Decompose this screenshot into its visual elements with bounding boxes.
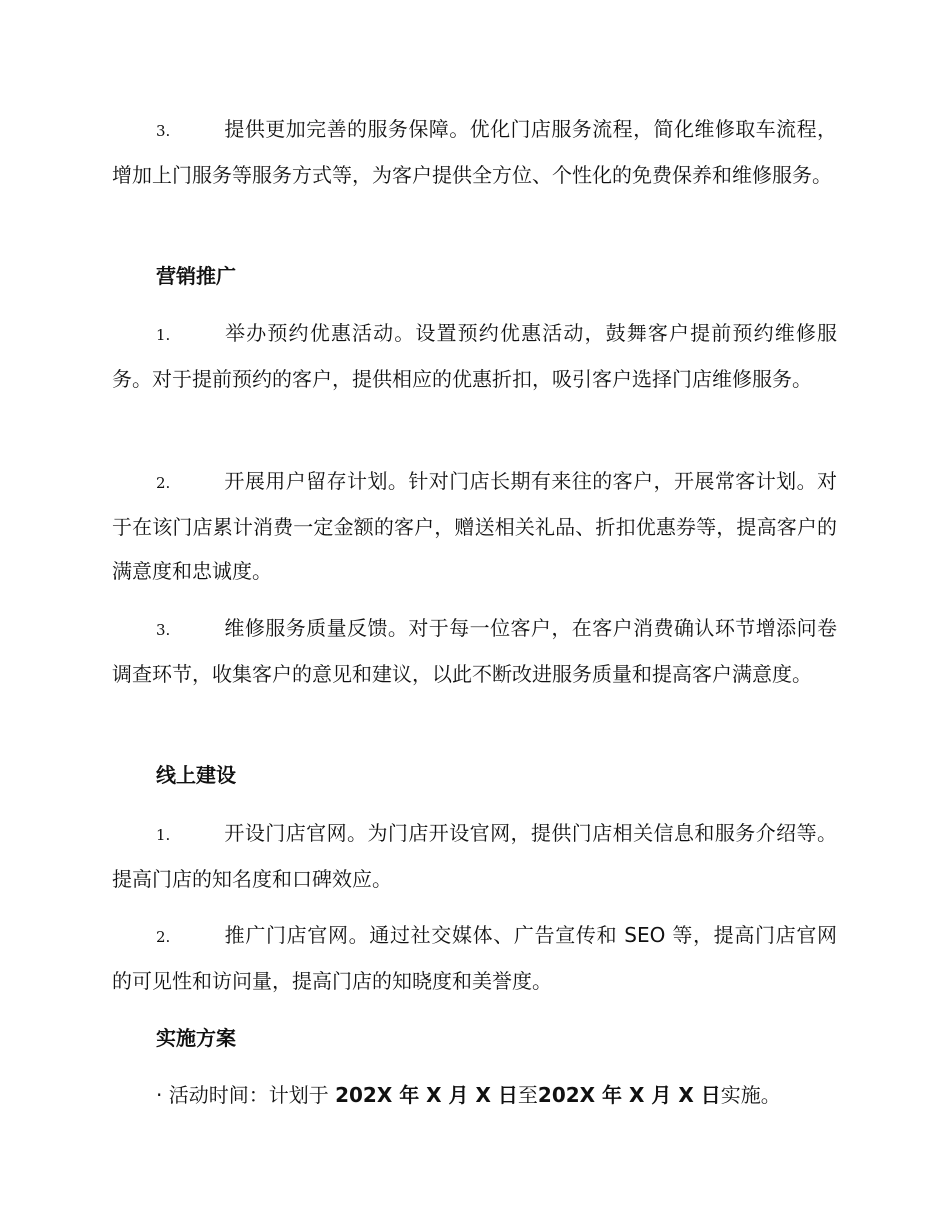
paragraph-reservation-discount: [112, 311, 837, 401]
section-heading-marketing: 营销推广: [156, 264, 236, 288]
bullet-middle: 至: [517, 1083, 538, 1107]
paragraph-text: 推广门店官网。通过社交媒体、广告宣传和 SEO 等，提高门店官网的可见性和访问量，提高门店的知晓度和美誉度。: [112, 923, 837, 993]
list-number: 2.: [156, 928, 171, 946]
bullet-suffix: 实施。: [720, 1083, 781, 1107]
paragraph-text: 开设门店官网。为门店开设官网，提供门店相关信息和服务介绍等。提高门店的知名度和口碑效应。: [112, 821, 837, 891]
paragraph-retention-plan: [112, 459, 837, 593]
paragraph-service-guarantee: [112, 107, 837, 197]
date-end: 202X 年 X 月 X 日: [537, 1083, 721, 1107]
paragraph-promote-website: [112, 913, 837, 1003]
paragraph-text: 举办预约优惠活动。设置预约优惠活动，鼓舞客户提前预约维修服务。对于提前预约的客户，提供相应的优惠折扣，吸引客户选择门店维修服务。: [112, 321, 837, 391]
bullet-prefix: · 活动时间：计划于: [156, 1083, 336, 1107]
section-heading-plan: 实施方案: [156, 1026, 236, 1050]
paragraph-text: 提供更加完善的服务保障。优化门店服务流程，简化维修取车流程，增加上门服务等服务方式等，为客户提供全方位、个性化的免费保养和维修服务。: [112, 117, 837, 187]
list-number: 2.: [156, 474, 171, 492]
date-start: 202X 年 X 月 X 日: [335, 1083, 518, 1107]
list-number: 3.: [156, 621, 171, 639]
paragraph-quality-feedback: [112, 606, 837, 696]
paragraph-open-website: [112, 811, 837, 901]
paragraph-text: 维修服务质量反馈。对于每一位客户，在客户消费确认环节增添问卷调查环节，收集客户的意见和建议，以此不断改进服务质量和提高客户满意度。: [112, 616, 837, 686]
list-number: 3.: [156, 122, 171, 140]
list-number: 1.: [156, 826, 171, 844]
paragraph-text: 开展用户留存计划。针对门店长期有来往的客户，开展常客计划。对于在该门店累计消费一定金额的客户，赠送相关礼品、折扣优惠券等，提高客户的满意度和忠诚度。: [112, 469, 837, 583]
section-heading-online: 线上建设: [156, 763, 236, 787]
list-number: 1.: [156, 326, 171, 344]
bullet-activity-time: [156, 1073, 781, 1117]
